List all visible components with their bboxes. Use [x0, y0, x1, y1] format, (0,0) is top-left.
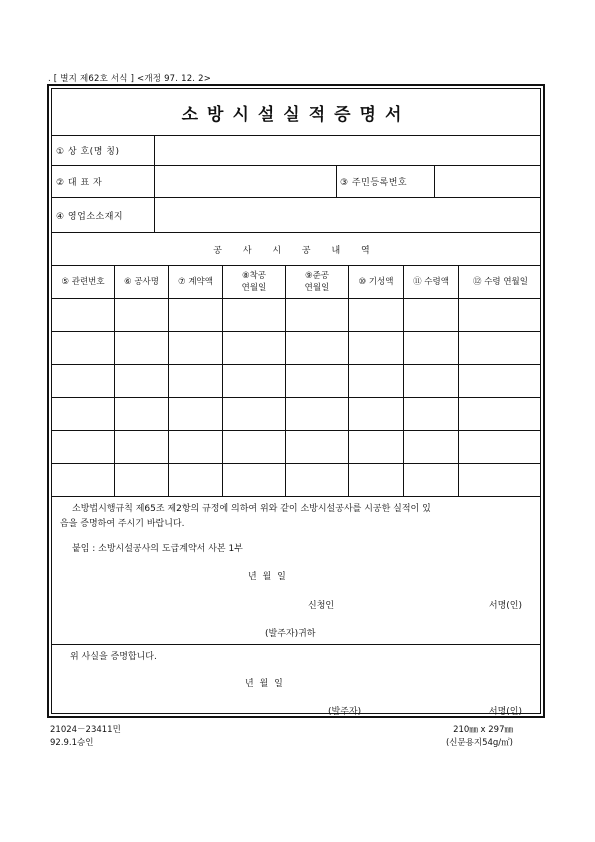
request-date: 년 월 일	[248, 572, 286, 582]
table-cell[interactable]	[458, 464, 542, 496]
statement-line-2: 음을 증명하여 주시기 바랍니다.	[60, 519, 185, 529]
table-cell[interactable]	[114, 398, 168, 430]
column-header-text: 연월일	[304, 283, 330, 293]
table-cell[interactable]	[52, 398, 114, 430]
table-column-header	[285, 266, 348, 298]
table-cell[interactable]	[403, 431, 458, 463]
table-column-header	[114, 266, 168, 298]
construction-section-title: 공 사 시 공 내 역	[213, 245, 379, 256]
form-number-note: . [ 별지 제62호 서식 ] <개정 97. 12. 2>	[48, 74, 212, 84]
construction-section-row	[52, 233, 540, 266]
paper-size: 210㎜ x 297㎜	[453, 725, 513, 735]
certification-text: 위 사실을 증명합니다.	[70, 652, 157, 662]
table-column-header	[222, 266, 285, 298]
table-cell[interactable]	[222, 299, 285, 331]
column-header-text: ⑨준공	[304, 271, 330, 281]
table-cell[interactable]	[52, 464, 114, 496]
table-cell[interactable]	[222, 431, 285, 463]
table-cell[interactable]	[52, 431, 114, 463]
column-header-text: ⑥ 공사명	[124, 277, 159, 287]
recipient-label: (발주자)귀하	[265, 629, 316, 639]
table-cell[interactable]	[168, 398, 222, 430]
certification-date: 년 월 일	[245, 679, 283, 689]
table-cell[interactable]	[403, 332, 458, 364]
table-row	[52, 332, 540, 365]
table-cell[interactable]	[458, 398, 542, 430]
table-cell[interactable]	[285, 398, 348, 430]
certification-statement	[52, 645, 540, 719]
representative-label: ② 대 표 자	[56, 178, 103, 188]
applicant-signature: 서명(인)	[488, 601, 522, 611]
footer-left	[50, 724, 121, 750]
table-cell[interactable]	[348, 398, 403, 430]
table-cell[interactable]	[348, 365, 403, 397]
paper-spec: (신문용지54g/㎡)	[445, 738, 513, 748]
table-column-header	[52, 266, 114, 298]
attachment-note: 붙임 : 소방시설공사의 도급계약서 사본 1부	[72, 544, 243, 554]
table-cell[interactable]	[458, 299, 542, 331]
table-cell[interactable]	[403, 464, 458, 496]
company-input[interactable]	[155, 135, 540, 165]
approval-date: 92.9.1승인	[50, 738, 94, 748]
table-cell[interactable]	[403, 365, 458, 397]
column-header-text: ⑪ 수령액	[413, 277, 449, 287]
address-label: ④ 영업소소재지	[56, 211, 124, 222]
table-cell[interactable]	[458, 365, 542, 397]
column-header-text: ⑩ 기성액	[358, 277, 394, 287]
resident-number-input[interactable]	[435, 166, 540, 197]
table-cell[interactable]	[222, 464, 285, 496]
table-cell[interactable]	[285, 332, 348, 364]
table-cell[interactable]	[348, 332, 403, 364]
table-cell[interactable]	[285, 464, 348, 496]
statement-line-1: 소방법시행규칙 제65조 제2항의 규정에 의하여 위와 같이 소방시설공사를 시공한 실적이 있	[72, 504, 431, 514]
column-header-text: 연월일	[241, 283, 267, 293]
form-frame	[47, 84, 545, 718]
table-row	[52, 464, 540, 497]
column-header-text: ⑤ 관련번호	[61, 277, 105, 287]
table-cell[interactable]	[222, 332, 285, 364]
table-column-header	[348, 266, 403, 298]
table-cell[interactable]	[114, 299, 168, 331]
form-code: 21024－23411민	[50, 725, 121, 735]
issuer-signature: 서명(인)	[488, 707, 522, 717]
applicant-label: 신청인	[308, 601, 335, 611]
address-input[interactable]	[155, 198, 540, 232]
table-row	[52, 365, 540, 398]
table-cell[interactable]	[285, 299, 348, 331]
table-cell[interactable]	[348, 431, 403, 463]
company-row	[52, 135, 540, 166]
table-cell[interactable]	[403, 299, 458, 331]
company-label: ① 상 호(명 칭)	[56, 146, 120, 157]
table-cell[interactable]	[222, 398, 285, 430]
table-cell[interactable]	[114, 365, 168, 397]
column-header-text: ⑧착공	[241, 271, 267, 281]
table-cell[interactable]	[52, 365, 114, 397]
table-cell[interactable]	[458, 332, 542, 364]
table-cell[interactable]	[348, 299, 403, 331]
table-cell[interactable]	[168, 365, 222, 397]
table-cell[interactable]	[168, 464, 222, 496]
representative-input[interactable]	[155, 166, 335, 197]
resident-number-label: ③ 주민등록번호	[340, 178, 408, 188]
column-header-text: ⑫ 수령 연월일	[473, 277, 528, 287]
table-cell[interactable]	[52, 299, 114, 331]
representative-row	[52, 166, 540, 198]
table-cell[interactable]	[168, 431, 222, 463]
table-row	[52, 398, 540, 431]
form-title: 소방시설실적증명서	[52, 89, 540, 136]
table-cell[interactable]	[168, 299, 222, 331]
table-cell[interactable]	[348, 464, 403, 496]
table-cell[interactable]	[168, 332, 222, 364]
table-cell[interactable]	[222, 365, 285, 397]
table-row	[52, 299, 540, 332]
construction-table	[52, 266, 540, 494]
table-row	[52, 431, 540, 464]
table-column-header	[458, 266, 542, 298]
table-column-header	[403, 266, 458, 298]
table-header-row	[52, 266, 540, 299]
issuer-label: (발주자)	[328, 707, 362, 717]
table-cell[interactable]	[114, 332, 168, 364]
footer-right	[446, 724, 513, 750]
request-statement	[52, 494, 540, 645]
table-cell[interactable]	[403, 398, 458, 430]
column-header-text: ⑦ 계약액	[178, 277, 213, 287]
table-cell[interactable]	[285, 365, 348, 397]
table-cell[interactable]	[285, 431, 348, 463]
table-cell[interactable]	[114, 464, 168, 496]
form-inner-border	[51, 88, 541, 717]
table-cell[interactable]	[114, 431, 168, 463]
table-cell[interactable]	[458, 431, 542, 463]
table-column-header	[168, 266, 222, 298]
address-row	[52, 198, 540, 233]
table-cell[interactable]	[52, 332, 114, 364]
